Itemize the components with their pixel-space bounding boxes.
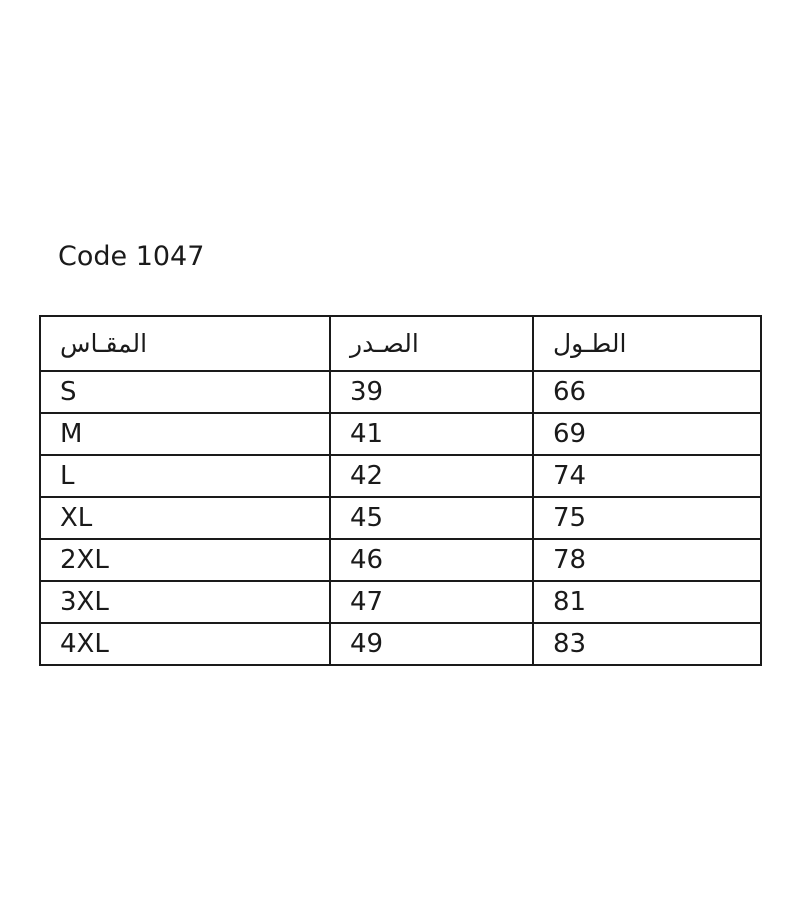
cell-size: 4XL (40, 623, 330, 665)
header-length-label: الطـول (553, 329, 627, 358)
cell-chest: 42 (330, 455, 533, 497)
header-size-label: المقـاس (60, 329, 148, 358)
cell-length: 81 (533, 581, 761, 623)
cell-size: S (40, 371, 330, 413)
cell-chest: 47 (330, 581, 533, 623)
cell-length: 69 (533, 413, 761, 455)
table-header-row (40, 316, 761, 371)
cell-size: XL (40, 497, 330, 539)
product-code-title: Code 1047 (58, 241, 205, 272)
cell-chest: 41 (330, 413, 533, 455)
table-row (40, 413, 761, 455)
table-row (40, 581, 761, 623)
cell-size: 3XL (40, 581, 330, 623)
cell-length: 75 (533, 497, 761, 539)
cell-chest: 45 (330, 497, 533, 539)
cell-size: M (40, 413, 330, 455)
table-row (40, 539, 761, 581)
cell-chest: 49 (330, 623, 533, 665)
table-row (40, 623, 761, 665)
cell-chest: 39 (330, 371, 533, 413)
size-chart-table (39, 315, 762, 666)
header-chest-label: الصـدر (350, 329, 419, 358)
cell-size: L (40, 455, 330, 497)
cell-length: 74 (533, 455, 761, 497)
header-length (533, 316, 761, 371)
cell-length: 83 (533, 623, 761, 665)
table-row (40, 371, 761, 413)
table-row (40, 497, 761, 539)
cell-chest: 46 (330, 539, 533, 581)
cell-length: 66 (533, 371, 761, 413)
cell-size: 2XL (40, 539, 330, 581)
table-row (40, 455, 761, 497)
cell-length: 78 (533, 539, 761, 581)
header-size (40, 316, 330, 371)
header-chest (330, 316, 533, 371)
